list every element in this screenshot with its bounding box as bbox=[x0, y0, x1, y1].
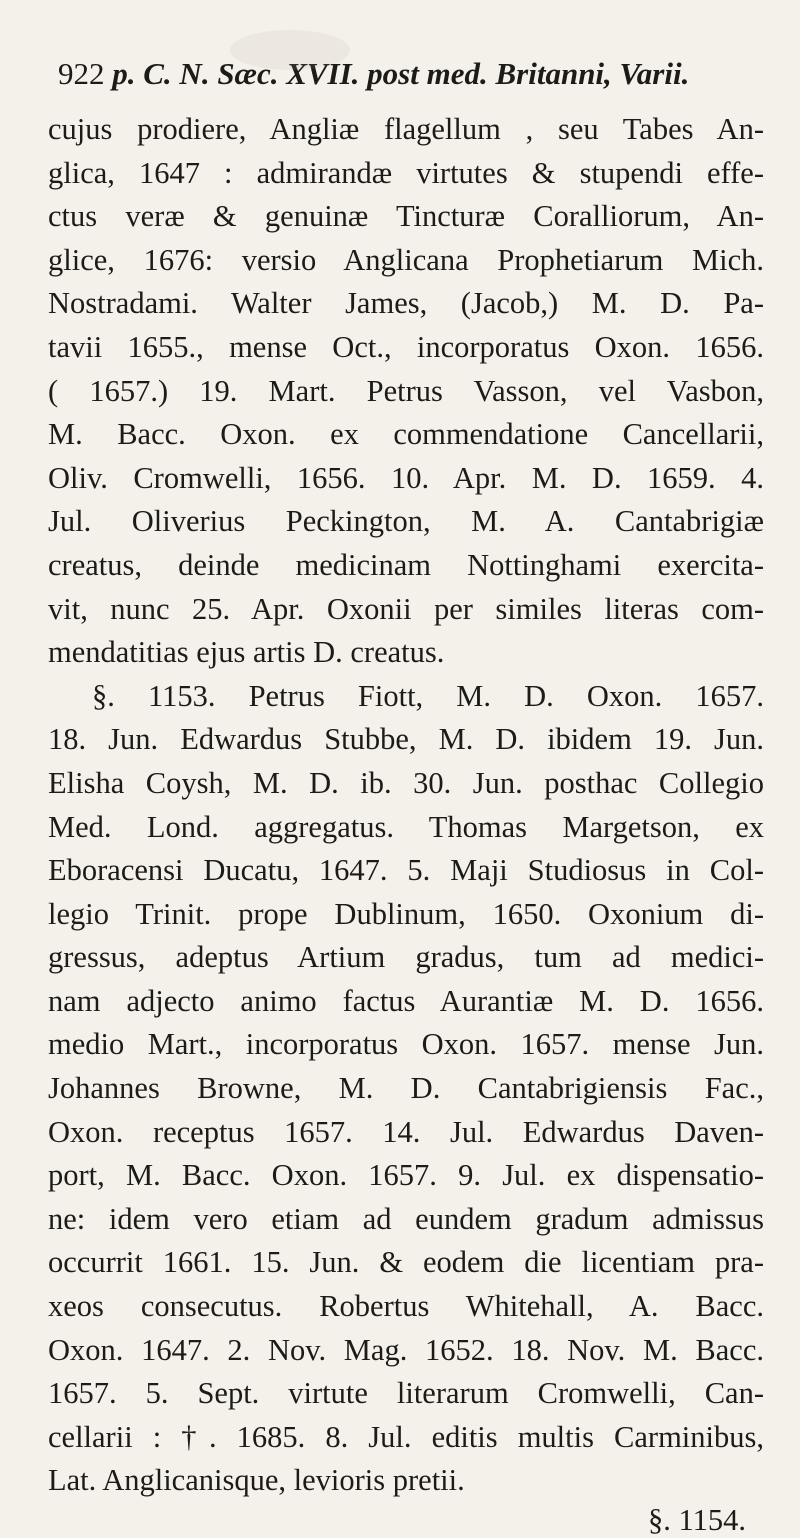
text-line: port, M. Bacc. Oxon. 1657. 9. Jul. ex dispensatio- bbox=[48, 1158, 764, 1193]
text-line: Oliv. Cromwelli, 1656. 10. Apr. M. D. 1659. 4. bbox=[48, 460, 764, 495]
text-line: mendatitias ejus artis D. creatus. bbox=[48, 635, 445, 670]
running-header bbox=[58, 54, 764, 94]
text-line: nam adjecto animo factus Aurantiæ M. D. 1656. bbox=[48, 983, 764, 1018]
text-line: cujus prodiere, Angliæ flagellum , seu Tabes An- bbox=[48, 112, 764, 146]
page-number: 922 bbox=[58, 56, 105, 91]
text-line: Jul. Oliverius Peckington, M. A. Cantabrigiæ bbox=[48, 504, 764, 539]
text-line: Oxon. 1647. 2. Nov. Mag. 1652. 18. Nov. M. Bacc. bbox=[48, 1332, 764, 1367]
text-line: §. 1153. Petrus Fiott, M. D. Oxon. 1657. bbox=[92, 678, 764, 713]
text-line: Nostradami. Walter James, (Jacob,) M. D. Pa- bbox=[48, 286, 764, 321]
running-title: p. C. N. Sæc. XVII. post med. Britanni, Varii. bbox=[112, 56, 690, 91]
text-line: tavii 1655., mense Oct., incorporatus Oxon. 1656. bbox=[48, 329, 764, 364]
body-text bbox=[48, 108, 764, 1503]
text-line: glica, 1647 : admirandæ virtutes & stupendi effe- bbox=[48, 155, 764, 190]
text-line: medio Mart., incorporatus Oxon. 1657. mense Jun. bbox=[48, 1027, 764, 1062]
text-line: gressus, adeptus Artium gradus, tum ad medici- bbox=[48, 940, 764, 975]
text-line: xeos consecutus. Robertus Whitehall, A. Bacc. bbox=[48, 1289, 764, 1324]
text-line: 1657. 5. Sept. virtute literarum Cromwelli, Can- bbox=[48, 1376, 764, 1411]
text-line: Eboracensi Ducatu, 1647. 5. Maji Studiosus in Col- bbox=[48, 853, 764, 888]
catchword: §. 1154. bbox=[648, 1503, 746, 1537]
text-line: legio Trinit. prope Dublinum, 1650. Oxonium di- bbox=[48, 896, 764, 931]
text-line: Med. Lond. aggregatus. Thomas Margetson, ex bbox=[48, 809, 764, 844]
text-line: ctus veræ & genuinæ Tincturæ Coralliorum, An- bbox=[48, 199, 764, 234]
text-line: 18. Jun. Edwardus Stubbe, M. D. ibidem 19. Jun. bbox=[48, 722, 764, 757]
text-line: M. Bacc. Oxon. ex commendatione Cancellarii, bbox=[48, 417, 764, 452]
text-line: Elisha Coysh, M. D. ib. 30. Jun. posthac Collegio bbox=[48, 765, 764, 800]
text-line: glice, 1676: versio Anglicana Prophetiarum Mich. bbox=[48, 242, 764, 277]
text-line: Johannes Browne, M. D. Cantabrigiensis Fac., bbox=[48, 1071, 764, 1106]
text-line: occurrit 1661. 15. Jun. & eodem die licentiam pra- bbox=[48, 1245, 764, 1280]
text-line: Lat. Anglicanisque, levioris pretii. bbox=[48, 1463, 465, 1498]
paper-stain bbox=[230, 30, 350, 70]
text-line: Oxon. receptus 1657. 14. Jul. Edwardus Daven- bbox=[48, 1114, 764, 1149]
text-line: ( 1657.) 19. Mart. Petrus Vasson, vel Vasbon, bbox=[48, 373, 764, 408]
text-line: ne: idem vero etiam ad eundem gradum admissus bbox=[48, 1201, 764, 1236]
text-line: cellarii : †. 1685. 8. Jul. editis multis Carminibus, bbox=[48, 1419, 764, 1454]
text-line: creatus, deinde medicinam Nottinghami exercita- bbox=[48, 547, 764, 582]
text-line: vit, nunc 25. Apr. Oxonii per similes literas com- bbox=[48, 591, 764, 626]
